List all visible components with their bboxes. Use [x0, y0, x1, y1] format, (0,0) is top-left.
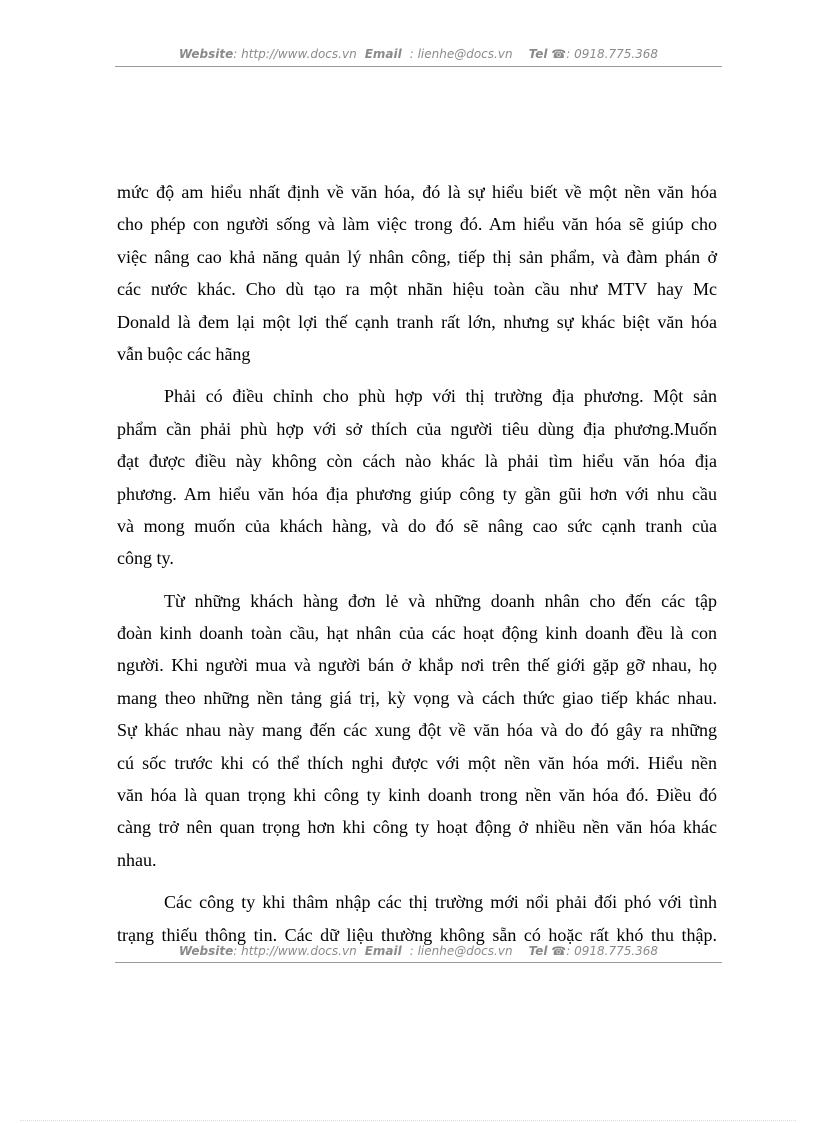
tel-label: Tel: [528, 944, 548, 958]
header-rule: [115, 66, 722, 67]
footer-rule: [115, 962, 722, 963]
email-label: Email: [364, 47, 402, 61]
text-line: mức độ am hiểu nhất định về văn hóa, đó là sự hiểu biết về một nền văn hóa: [117, 182, 717, 202]
text-line: người. Khi người mua và người bán ở khắp nơi trên thế giới gặp gỡ nhau, họ: [117, 655, 717, 676]
phone-icon: ☎: [551, 944, 567, 958]
text-line: Phải có điều chỉnh cho phù hợp với thị trường địa phương. Một sản: [164, 386, 717, 407]
text-line: phương. Am hiểu văn hóa địa phương giúp công ty gần gũi hơn với nhu cầu: [117, 483, 717, 504]
text-line: các nước khác. Cho dù tạo ra một nhãn hiệu toàn cầu như MTV hay Mc: [117, 279, 717, 300]
text-line: đạt được điều này không còn cách nào khác là phải tìm hiểu văn hóa địa: [117, 451, 717, 472]
text-line: nhau.: [117, 849, 157, 870]
text-line: việc nâng cao khả năng quản lý nhân công, tiếp thị sản phẩm, và đàm phán ở: [117, 246, 717, 267]
page-bottom-divider: [20, 1120, 796, 1121]
text-line: càng trở nên quan trọng hơn khi công ty hoạt động ở nhiều nền văn hóa khác: [117, 817, 717, 838]
paragraph: [117, 886, 717, 951]
tel-value: : 0918.775.368: [566, 47, 659, 61]
email-label: Email: [364, 944, 402, 958]
text-line: Sự khác nhau này mang đến các xung đột về văn hóa và do đó gây ra những: [117, 720, 717, 741]
website-value[interactable]: : http://www.docs.vn: [233, 47, 357, 61]
paragraph: [117, 585, 717, 877]
website-value[interactable]: : http://www.docs.vn: [233, 944, 357, 958]
text-line: công ty.: [117, 548, 174, 569]
phone-icon: ☎: [551, 47, 567, 61]
text-line: đoàn kinh doanh toàn cầu, hạt nhân của các hoạt động kinh doanh đều là con: [117, 623, 717, 644]
paragraph: [117, 176, 717, 370]
text-line: văn hóa là quan trọng khi công ty kinh doanh trong nền văn hóa đó. Điều đó: [117, 785, 717, 806]
text-line: Donald là đem lại một lợi thế cạnh tranh rất lớn, nhưng sự khác biệt văn hóa: [117, 311, 717, 332]
tel-label: Tel: [528, 47, 548, 61]
text-line: Các công ty khi thâm nhập các thị trường mới nổi phải đối phó với tình: [164, 892, 717, 913]
paragraph: [117, 380, 717, 574]
tel-value: : 0918.775.368: [566, 944, 659, 958]
text-line: mang theo những nền tảng giá trị, kỳ vọng và cách thức giao tiếp khác nhau.: [117, 687, 717, 708]
website-label: Website: [178, 944, 234, 958]
email-value[interactable]: : lienhe@docs.vn: [409, 944, 513, 958]
text-line: và mong muốn của khách hàng, và do đó sẽ nâng cao sức cạnh tranh của: [117, 515, 717, 536]
text-line: phẩm cần phải phù hợp với sở thích của người tiêu dùng địa phương.Muốn: [117, 418, 717, 439]
text-line: cho phép con người sống và làm việc trong đó. Am hiểu văn hóa sẽ giúp cho: [117, 214, 717, 235]
document-body: [117, 176, 717, 951]
text-line: vẫn buộc các hãng: [117, 343, 251, 364]
page-header: [115, 47, 722, 61]
page-footer: [115, 944, 722, 958]
text-line: Từ những khách hàng đơn lẻ và những doanh nhân cho đến các tập: [164, 590, 717, 611]
website-label: Website: [178, 47, 234, 61]
text-line: cú sốc trước khi có thể thích nghi được với một nền văn hóa mới. Hiểu nền: [117, 752, 717, 773]
email-value[interactable]: : lienhe@docs.vn: [409, 47, 513, 61]
text-line: trạng thiếu thông tin. Các dữ liệu thường không sẵn có hoặc rất khó thu thập.: [117, 924, 717, 945]
